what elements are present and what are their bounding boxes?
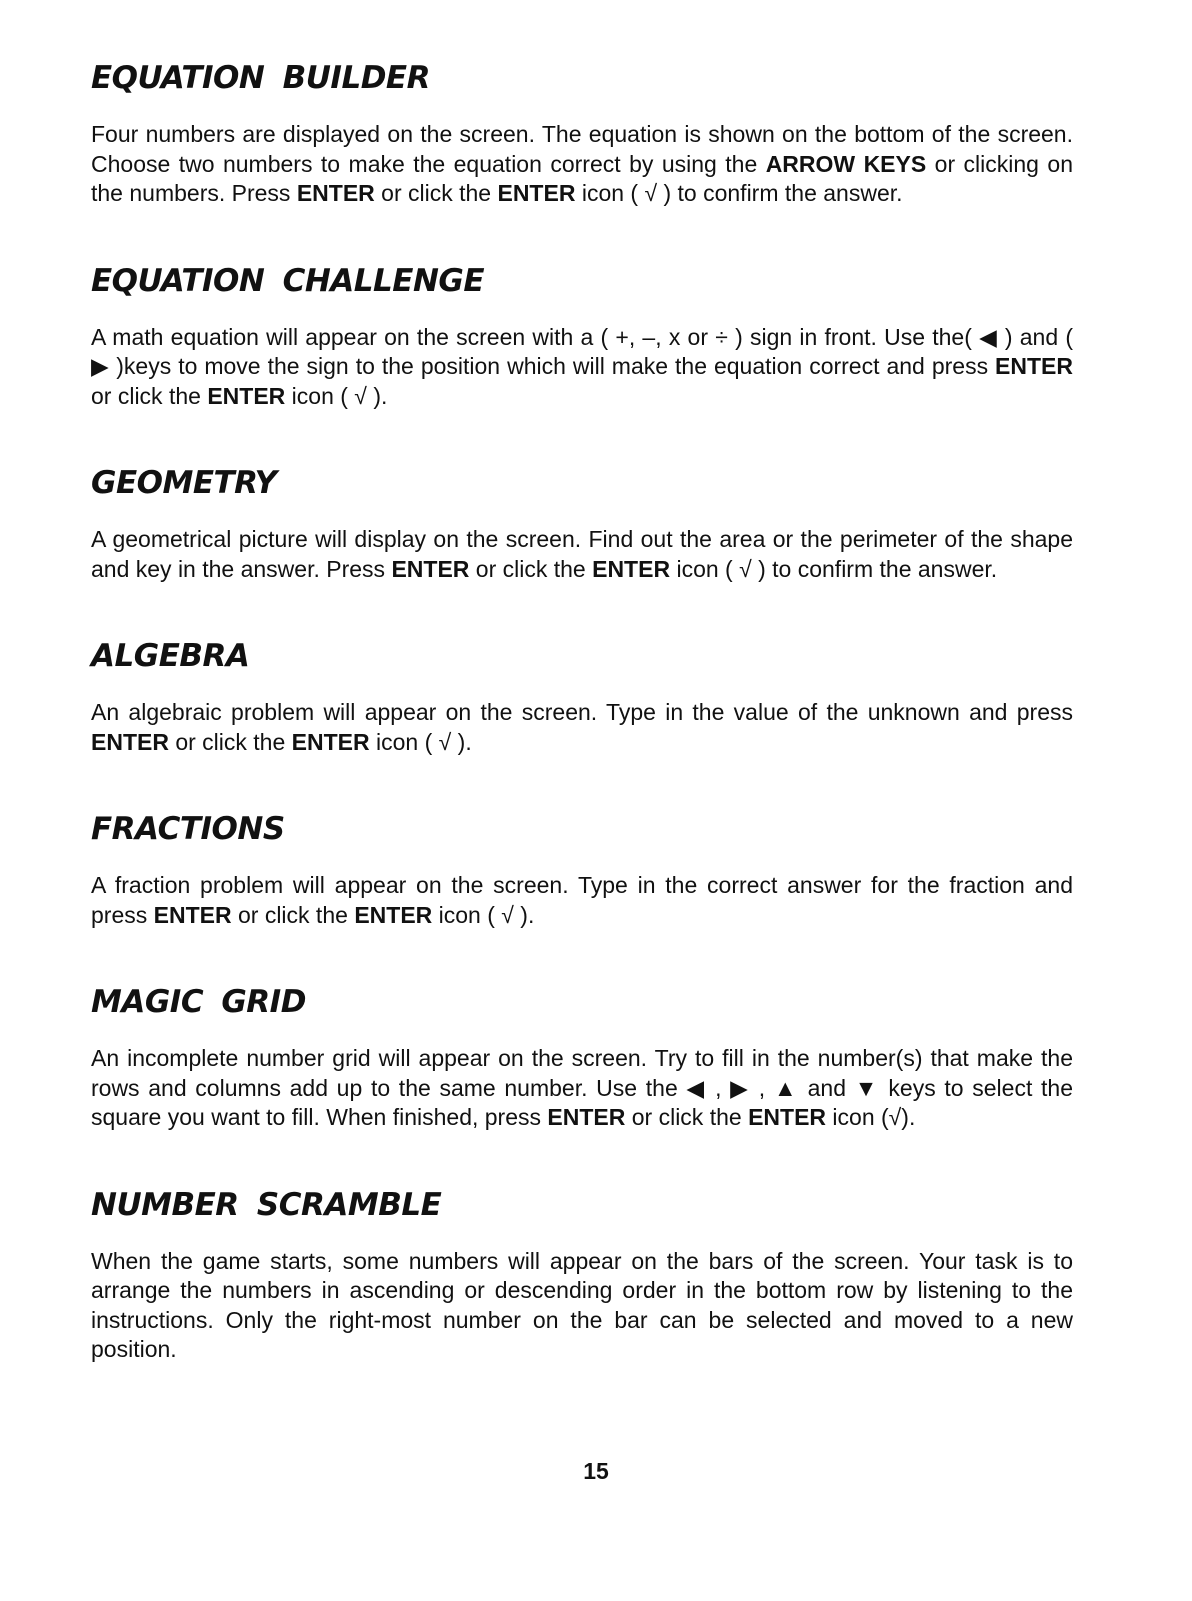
body-text: or click the: [91, 382, 208, 409]
body-bold: ENTER: [592, 555, 671, 582]
body-bold: ENTER: [291, 728, 370, 755]
body-bold: ENTER: [91, 728, 169, 755]
body-text: icon ( √ ).: [285, 382, 388, 409]
section-gap: [91, 930, 1073, 982]
body-text: When the game starts, some numbers will appear on the bars of the screen. Your task is to arrange the numbers in ascending or descending order in the bottom row by listening to the instructions. Only the right-most number on the bar can be selected and moved to a new position.: [91, 1247, 1073, 1362]
section-magic-grid: [91, 982, 1073, 1133]
page-number: 15: [583, 1458, 609, 1484]
body-text: Four numbers are displayed on the screen. The equation is shown on the bottom of the screen. Choose two numbers to make the equation correct by using the: [91, 121, 1073, 177]
section-body: [91, 1247, 1073, 1365]
body-bold: ENTER: [547, 1104, 626, 1130]
body-text: icon ( √ ) to confirm the answer.: [575, 180, 903, 206]
section-equation-builder: [91, 58, 1073, 209]
body-text: A geometrical picture will display on the screen. Find out the area or the perimeter of the shape and key in the answer. Press: [91, 526, 1073, 582]
body-text: An incomplete number grid will appear on the screen. Try to fill in the number(s) that make the rows and columns add up to the same number. Use the ◀ , ▶ , ▲ and ▼ keys to select the square you want to fill. When finished, press: [91, 1045, 1073, 1130]
section-heading: EQUATION BUILDER: [91, 60, 430, 96]
section-heading: GEOMETRY: [91, 465, 277, 501]
section-heading: EQUATION CHALLENGE: [91, 262, 485, 299]
body-bold: ENTER: [354, 901, 433, 928]
section-gap: [91, 1133, 1073, 1185]
body-text: icon ( √ ).: [369, 728, 472, 755]
body-text: or click the: [374, 180, 498, 206]
section-heading: MAGIC GRID: [91, 984, 306, 1020]
section-body: [91, 1044, 1073, 1133]
body-bold: ENTER: [153, 901, 232, 928]
body-text: or click the: [469, 555, 593, 582]
body-text: or click the: [168, 728, 292, 755]
body-bold: ENTER: [995, 353, 1073, 379]
section-gap: [91, 209, 1073, 261]
section-heading: ALGEBRA: [91, 638, 250, 674]
section-fractions: [91, 809, 1073, 930]
section-gap: [91, 584, 1073, 636]
section-gap: [91, 757, 1073, 809]
body-bold: ARROW KEYS: [765, 150, 927, 177]
body-bold: ENTER: [497, 180, 576, 206]
section-body: [91, 120, 1073, 209]
section-algebra: [91, 636, 1073, 757]
body-bold: ENTER: [207, 382, 286, 409]
section-heading: NUMBER SCRAMBLE: [91, 1186, 442, 1223]
manual-page: [91, 58, 1073, 1365]
body-text: icon ( √ ) to confirm the answer.: [670, 555, 998, 582]
section-gap: [91, 411, 1073, 463]
body-bold: ENTER: [296, 180, 375, 206]
section-equation-challenge: [91, 261, 1073, 412]
body-text: An algebraic problem will appear on the screen. Type in the value of the unknown and press: [91, 699, 1073, 725]
section-heading: FRACTIONS: [91, 811, 285, 847]
section-body: [91, 323, 1073, 412]
body-bold: ENTER: [748, 1104, 827, 1130]
body-text: icon ( √ ).: [432, 901, 535, 928]
section-number-scramble: [91, 1185, 1073, 1365]
body-text: A fraction problem will appear on the screen. Type in the correct answer for the fraction and press: [91, 872, 1073, 928]
section-body: [91, 871, 1073, 930]
body-text: A math equation will appear on the screen with a ( +, –, x or ÷ ) sign in front. Use the( ◀ ) and ( ▶ )keys to move the sign to the position which will make the equation correct and press: [91, 323, 1073, 379]
body-text: or click the: [625, 1104, 749, 1130]
section-body: [91, 698, 1073, 757]
body-bold: ENTER: [391, 555, 470, 582]
body-text: or click the: [231, 901, 355, 928]
section-body: [91, 525, 1073, 584]
body-text: icon (√).: [826, 1104, 916, 1130]
section-geometry: [91, 463, 1073, 584]
body-text: or clicking on the numbers. Press: [91, 150, 1073, 206]
